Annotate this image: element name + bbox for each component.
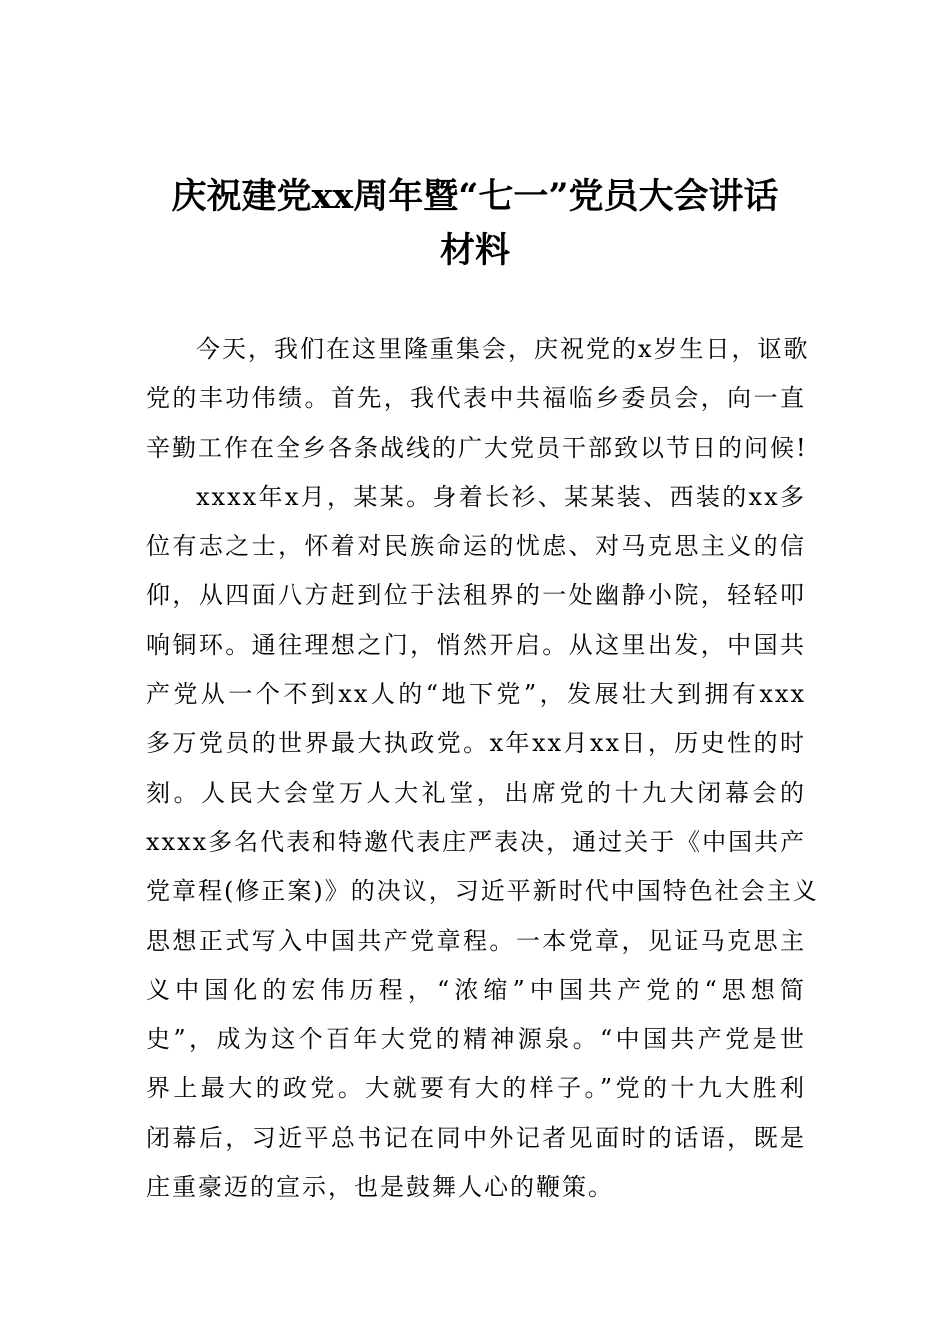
text-line: 产党从一个不到xx人的“地下党”，发展壮大到拥有xxx [146,680,806,709]
text-line: 多万党员的世界最大执政党。x年xx月xx日，历史性的时 [146,729,806,758]
paragraph-1 [146,325,810,473]
text-line: 仰，从四面八方赶到位于法租界的一处幽静小院，轻轻叩 [146,581,806,610]
text-line: 界上最大的政党。大就要有大的样子。”党的十九大胜利 [146,1074,806,1103]
text-line: 党章程(修正案)》的决议，习近平新时代中国特色社会主义 [146,877,819,906]
text-line: 位有志之士，怀着对民族命运的忧虑、对马克思主义的信 [146,532,806,561]
text-line: xxxx年x月，某某。身着长衫、某某装、西装的xx多 [196,482,806,511]
text-line: 响铜环。通往理想之门，悄然开启。从这里出发，中国共 [146,630,806,659]
text-line: 史”，成为这个百年大党的精神源泉。“中国共产党是世 [146,1025,806,1054]
text-line: 今天，我们在这里隆重集会，庆祝党的x岁生日，讴歌 [196,335,810,363]
title-line-1: 庆祝建党xx周年暨“七一”党员大会讲话 [171,176,779,217]
text-line: xxxx多名代表和特邀代表庄严表决，通过关于《中国共产 [146,827,807,856]
text-line: 党的丰功伟绩。首先，我代表中共福临乡委员会，向一直 [146,384,806,413]
document-body [146,325,819,1212]
document-title [140,170,810,278]
text-line: 思想正式写入中国共产党章程。一本党章，见证马克思主 [146,926,806,955]
text-line: 义中国化的宏伟历程，“浓缩”中国共产党的“思想简 [146,975,806,1004]
paragraph-2 [146,473,819,1212]
text-line: 庄重豪迈的宣示，也是鼓舞人心的鞭策。 [146,1173,614,1202]
text-line: 闭幕后，习近平总书记在同中外记者见面时的话语，既是 [146,1123,806,1152]
text-line: 辛勤工作在全乡各条战线的广大党员干部致以节日的问候! [146,433,808,462]
title-line-2: 材料 [439,230,510,271]
text-line: 刻。人民大会堂万人大礼堂，出席党的十九大闭幕会的 [146,778,806,807]
